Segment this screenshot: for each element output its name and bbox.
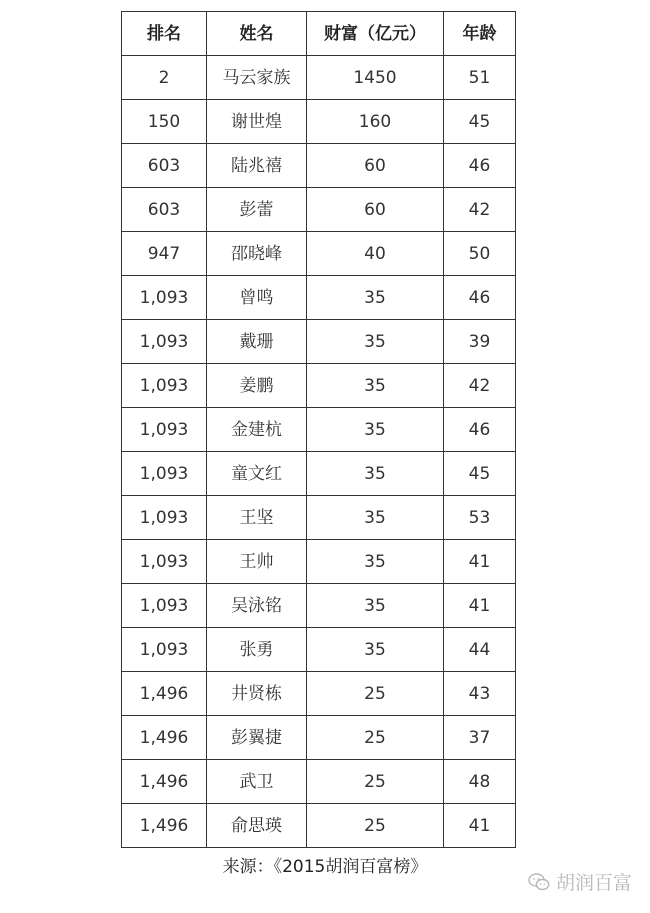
rich-list-table (121, 11, 516, 848)
cell-name: 王帅 (207, 540, 307, 584)
table-row (122, 276, 516, 320)
cell-age: 46 (444, 144, 516, 188)
cell-wealth: 25 (307, 804, 444, 848)
cell-age: 45 (444, 100, 516, 144)
cell-age: 50 (444, 232, 516, 276)
cell-rank: 1,496 (122, 716, 207, 760)
cell-rank: 1,496 (122, 804, 207, 848)
cell-wealth: 35 (307, 540, 444, 584)
cell-age: 42 (444, 364, 516, 408)
cell-rank: 1,093 (122, 408, 207, 452)
cell-rank: 2 (122, 56, 207, 100)
cell-rank: 603 (122, 144, 207, 188)
cell-name: 井贤栋 (207, 672, 307, 716)
cell-age: 43 (444, 672, 516, 716)
cell-name: 吴泳铭 (207, 584, 307, 628)
cell-wealth: 35 (307, 276, 444, 320)
cell-wealth: 35 (307, 452, 444, 496)
table-row (122, 716, 516, 760)
cell-name: 陆兆禧 (207, 144, 307, 188)
cell-wealth: 35 (307, 584, 444, 628)
cell-wealth: 35 (307, 628, 444, 672)
cell-age: 41 (444, 804, 516, 848)
header-age: 年龄 (444, 12, 516, 56)
cell-wealth: 40 (307, 232, 444, 276)
cell-name: 曾鸣 (207, 276, 307, 320)
cell-name: 姜鹏 (207, 364, 307, 408)
cell-rank: 1,093 (122, 540, 207, 584)
table-row (122, 584, 516, 628)
cell-wealth: 35 (307, 320, 444, 364)
cell-wealth: 35 (307, 496, 444, 540)
cell-wealth: 25 (307, 760, 444, 804)
cell-age: 37 (444, 716, 516, 760)
cell-wealth: 25 (307, 672, 444, 716)
table-row (122, 188, 516, 232)
table-row (122, 56, 516, 100)
table-row (122, 452, 516, 496)
cell-age: 42 (444, 188, 516, 232)
cell-name: 俞思瑛 (207, 804, 307, 848)
table-row (122, 320, 516, 364)
cell-age: 46 (444, 276, 516, 320)
cell-name: 马云家族 (207, 56, 307, 100)
cell-rank: 1,093 (122, 496, 207, 540)
cell-wealth: 35 (307, 364, 444, 408)
cell-name: 武卫 (207, 760, 307, 804)
header-name: 姓名 (207, 12, 307, 56)
cell-rank: 1,093 (122, 364, 207, 408)
cell-age: 48 (444, 760, 516, 804)
cell-name: 戴珊 (207, 320, 307, 364)
table-row (122, 364, 516, 408)
cell-name: 彭翼捷 (207, 716, 307, 760)
cell-rank: 603 (122, 188, 207, 232)
cell-rank: 1,093 (122, 628, 207, 672)
cell-rank: 1,496 (122, 760, 207, 804)
table-row (122, 804, 516, 848)
cell-rank: 1,093 (122, 584, 207, 628)
cell-age: 44 (444, 628, 516, 672)
watermark (528, 868, 632, 895)
cell-wealth: 1450 (307, 56, 444, 100)
cell-age: 41 (444, 584, 516, 628)
cell-age: 41 (444, 540, 516, 584)
table-row (122, 540, 516, 584)
wechat-icon (528, 873, 550, 891)
cell-wealth: 60 (307, 144, 444, 188)
cell-wealth: 35 (307, 408, 444, 452)
cell-age: 39 (444, 320, 516, 364)
table-row (122, 408, 516, 452)
cell-rank: 1,496 (122, 672, 207, 716)
cell-name: 童文红 (207, 452, 307, 496)
cell-name: 谢世煌 (207, 100, 307, 144)
cell-wealth: 160 (307, 100, 444, 144)
header-wealth: 财富（亿元） (307, 12, 444, 56)
cell-wealth: 60 (307, 188, 444, 232)
cell-age: 53 (444, 496, 516, 540)
cell-rank: 1,093 (122, 276, 207, 320)
table-header-row (122, 12, 516, 56)
table-row (122, 760, 516, 804)
table-row (122, 672, 516, 716)
cell-name: 张勇 (207, 628, 307, 672)
cell-name: 金建杭 (207, 408, 307, 452)
table-row (122, 232, 516, 276)
cell-age: 45 (444, 452, 516, 496)
cell-rank: 1,093 (122, 320, 207, 364)
cell-name: 彭蕾 (207, 188, 307, 232)
cell-age: 51 (444, 56, 516, 100)
header-rank: 排名 (122, 12, 207, 56)
table-row (122, 100, 516, 144)
cell-rank: 947 (122, 232, 207, 276)
source-caption: 来源：《2015胡润百富榜》 (222, 857, 428, 877)
cell-rank: 150 (122, 100, 207, 144)
cell-wealth: 25 (307, 716, 444, 760)
table-row (122, 628, 516, 672)
table-row (122, 496, 516, 540)
cell-age: 46 (444, 408, 516, 452)
cell-name: 王坚 (207, 496, 307, 540)
cell-rank: 1,093 (122, 452, 207, 496)
cell-name: 邵晓峰 (207, 232, 307, 276)
watermark-text: 胡润百富 (555, 872, 632, 894)
table-row (122, 144, 516, 188)
